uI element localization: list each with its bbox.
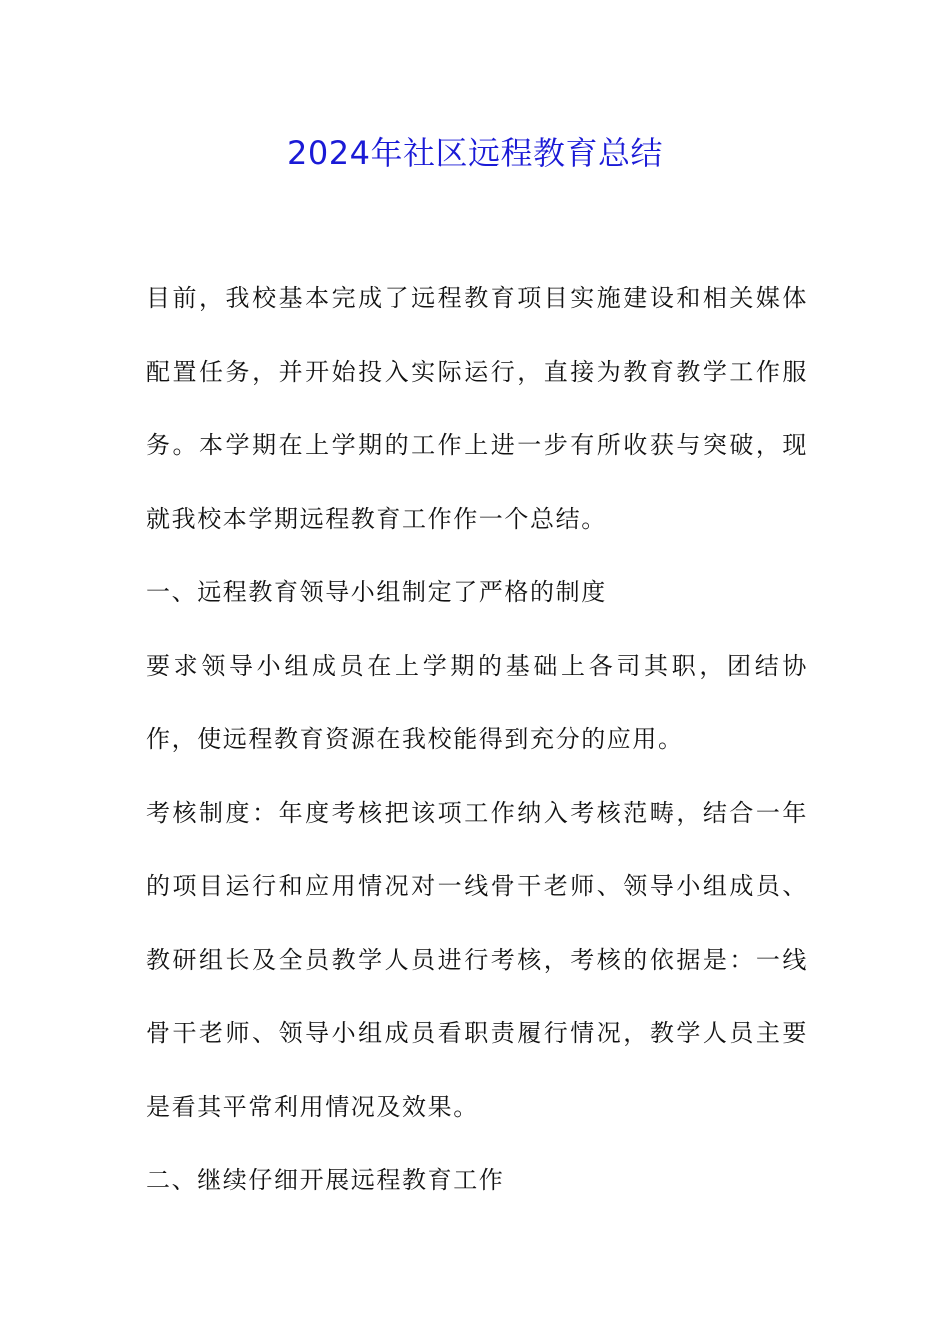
paragraph-intro: 目前，我校基本完成了远程教育项目实施建设和相关媒体配置任务，并开始投入实际运行，直接为教育教学工作服务。本学期在上学期的工作上进一步有所收获与突破，现就我校本学期远程教育工作作一个总结。 xyxy=(146,284,808,533)
document-title: 2024年社区远程教育总结 xyxy=(287,134,663,172)
section-heading-2: 二、继续仔细开展远程教育工作 xyxy=(146,1166,505,1194)
section-heading-1: 一、远程教育领导小组制定了严格的制度 xyxy=(146,578,607,606)
document-body xyxy=(146,262,808,1218)
paragraph-assessment: 考核制度：年度考核把该项工作纳入考核范畴，结合一年的项目运行和应用情况对一线骨干老师、领导小组成员、教研组长及全员教学人员进行考核，考核的依据是：一线骨干老师、领导小组成员看职责履行情况，教学人员主要是看其平常利用情况及效果。 xyxy=(146,798,808,1121)
paragraph-requirements: 要求领导小组成员在上学期的基础上各司其职，团结协作，使远程教育资源在我校能得到充分的应用。 xyxy=(146,651,808,753)
